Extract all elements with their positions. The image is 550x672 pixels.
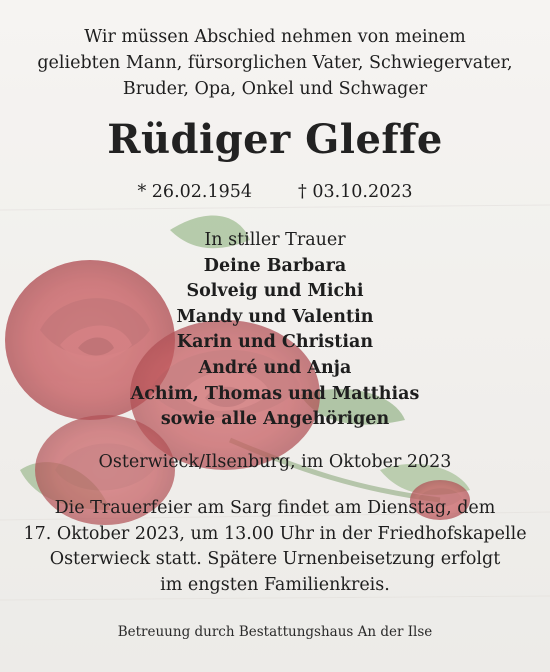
intro-text [0, 24, 550, 102]
funeral-line: im engsten Familienkreis. [160, 574, 390, 595]
mourner-entry: Mandy und Valentin [176, 306, 374, 327]
undertaker-credit: Betreuung durch Bestattungshaus An der Ilse [117, 624, 433, 640]
birth-date: * 26.02.1954 [137, 182, 252, 202]
deceased-name: Rüdiger Gleffe [107, 116, 443, 163]
mourner-entry: Karin und Christian [176, 332, 374, 353]
intro-line: geliebten Mann, fürsorglichen Vater, Schwiegervater, [37, 53, 513, 73]
funeral-line: Osterwieck statt. Spätere Urnenbeisetzung erfolgt [49, 549, 501, 569]
mourner-entry: Solveig und Michi [186, 281, 364, 302]
mourners-section [0, 228, 550, 433]
funeral-notice [0, 496, 550, 598]
funeral-line: 17. Oktober 2023, um 13.00 Uhr in der Friedhofskapelle [23, 523, 527, 544]
mourner-entry: Deine Barbara [203, 255, 347, 276]
mourning-intro: In stiller Trauer [204, 230, 346, 250]
mourner-entry: Achim, Thomas und Matthias [130, 383, 420, 404]
mourner-entry: André und Anja [198, 357, 352, 378]
intro-line: Wir müssen Abschied nehmen von meinem [84, 27, 466, 47]
funeral-line: Die Trauerfeier am Sarg findet am Dienstag, dem [54, 498, 496, 518]
life-dates [0, 182, 550, 202]
place-and-date: Osterwieck/Ilsenburg, im Oktober 2023 [98, 452, 452, 472]
intro-line: Bruder, Opa, Onkel und Schwager [122, 79, 428, 99]
death-date: † 03.10.2023 [298, 182, 413, 202]
mourner-entry: sowie alle Angehörigen [160, 409, 390, 430]
